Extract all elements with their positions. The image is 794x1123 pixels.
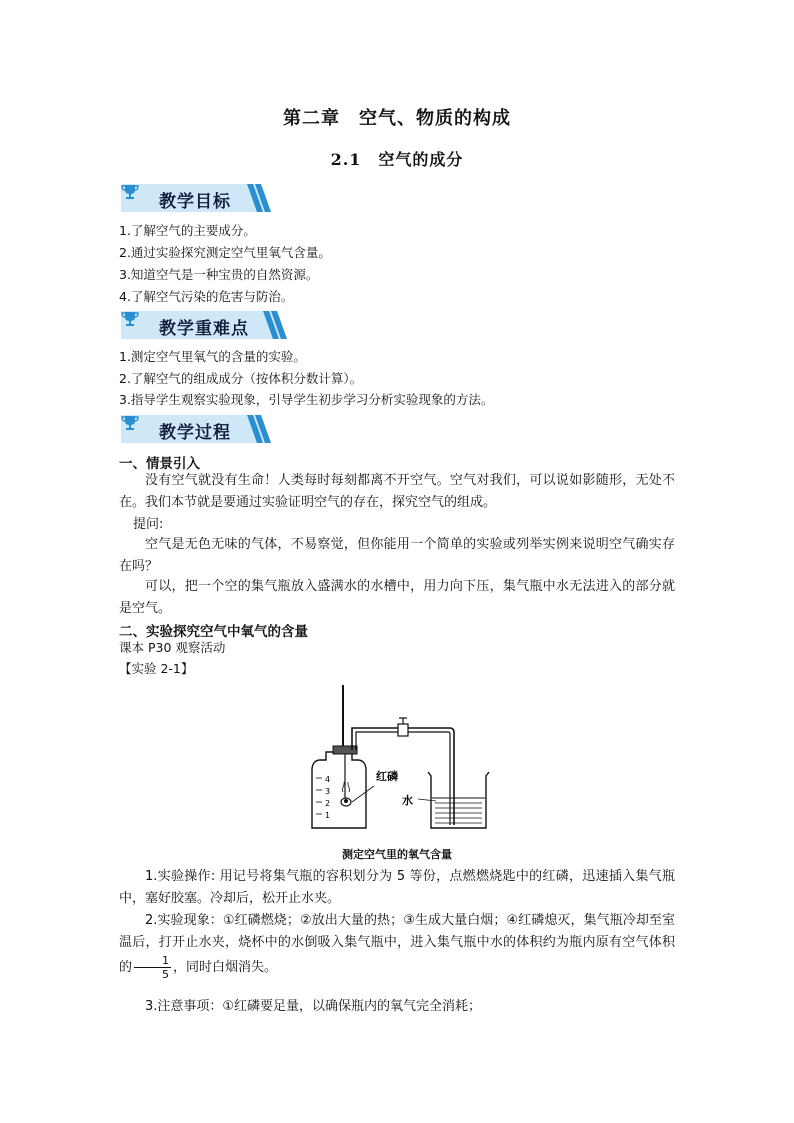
keypoint-item: 3.指导学生观察实验现象，引导学生初步学习分析实验现象的方法。	[119, 392, 494, 407]
trophy-icon	[121, 184, 139, 200]
part1-heading: 一、情景引入	[119, 456, 200, 472]
answer-paragraph: 可以，把一个空的集气瓶放入盛满水的水槽中，用力向下压，集气瓶中水无法进入的部分就是空气。	[119, 579, 675, 616]
scale-mark-4: 4	[325, 775, 331, 784]
trophy-icon	[121, 311, 139, 327]
fraction-denominator: 5	[162, 968, 170, 981]
step2-paragraph	[119, 910, 675, 981]
process-banner	[121, 415, 271, 443]
experiment-label: 【实验 2-1】	[119, 661, 194, 676]
textbook-ref: 课本 P30 观察活动	[119, 640, 226, 655]
chapter-title: 第二章 空气、物质的构成	[283, 108, 511, 129]
ask-label: 提问:	[133, 517, 164, 532]
scale-mark-2: 2	[325, 799, 331, 808]
question-paragraph: 空气是无色无味的气体，不易察觉，但你能用一个简单的实验或列举实例来说明空气确实存在吗？	[119, 537, 675, 574]
goals-banner	[121, 184, 271, 212]
goal-item: 4.了解空气污染的危害与防治。	[119, 289, 294, 304]
apparatus-drawing	[300, 680, 500, 840]
fraction-numerator: 1	[134, 954, 171, 968]
scale-mark-3: 3	[325, 787, 331, 796]
keypoints-banner	[121, 311, 287, 339]
goal-item: 1.了解空气的主要成分。	[119, 223, 256, 238]
step1-paragraph: 1.实验操作: 用记号将集气瓶的容积划分为 5 等份，点燃燃烧匙中的红磷，迅速插入集气瓶中，塞好胶塞。冷却后，松开止水夹。	[119, 869, 675, 906]
goal-item: 3.知道空气是一种宝贵的自然资源。	[119, 267, 319, 282]
fraction-one-fifth	[134, 954, 171, 981]
step2-text: 2.实验现象：①红磷燃烧；②放出大量的热；③生成大量白烟；④红磷熄灭，集气瓶冷却至室温后，打开止水夹，烧杯中的水倒吸入集气瓶中，进入集气瓶中水的体积约为瓶内原有空气体积的	[119, 913, 675, 975]
keypoints-banner-title: 教学重难点	[159, 319, 249, 339]
intro-paragraph: 没有空气就没有生命！人类每时每刻都离不开空气。空气对我们，可以说如影随形，无处不在。我们本节就是要通过实验证明空气的存在，探究空气的组成。	[119, 473, 675, 510]
trophy-icon	[121, 415, 139, 431]
scale-mark-1: 1	[325, 811, 331, 820]
goals-banner-title: 教学目标	[159, 192, 231, 212]
part2-heading: 二、实验探究空气中氧气的含量	[119, 624, 308, 640]
step2-tail: ，同时白烟消失。	[173, 960, 278, 975]
section-title: 2.1 空气的成分	[330, 150, 464, 169]
keypoint-item: 2.了解空气的组成成分（按体积分数计算）。	[119, 371, 363, 386]
process-banner-title: 教学过程	[159, 423, 231, 443]
apparatus-figure	[300, 680, 500, 840]
step3-paragraph: 3.注意事项：①红磷要足量，以确保瓶内的氧气完全消耗；	[145, 999, 482, 1014]
label-red-phosphorus: 红磷	[376, 770, 398, 783]
goal-item: 2.通过实验探究测定空气里氧气含量。	[119, 245, 331, 260]
label-water: 水	[402, 794, 413, 807]
keypoint-item: 1.测定空气里氧气的含量的实验。	[119, 349, 306, 364]
figure-caption: 测定空气里的氧气含量	[342, 848, 452, 861]
